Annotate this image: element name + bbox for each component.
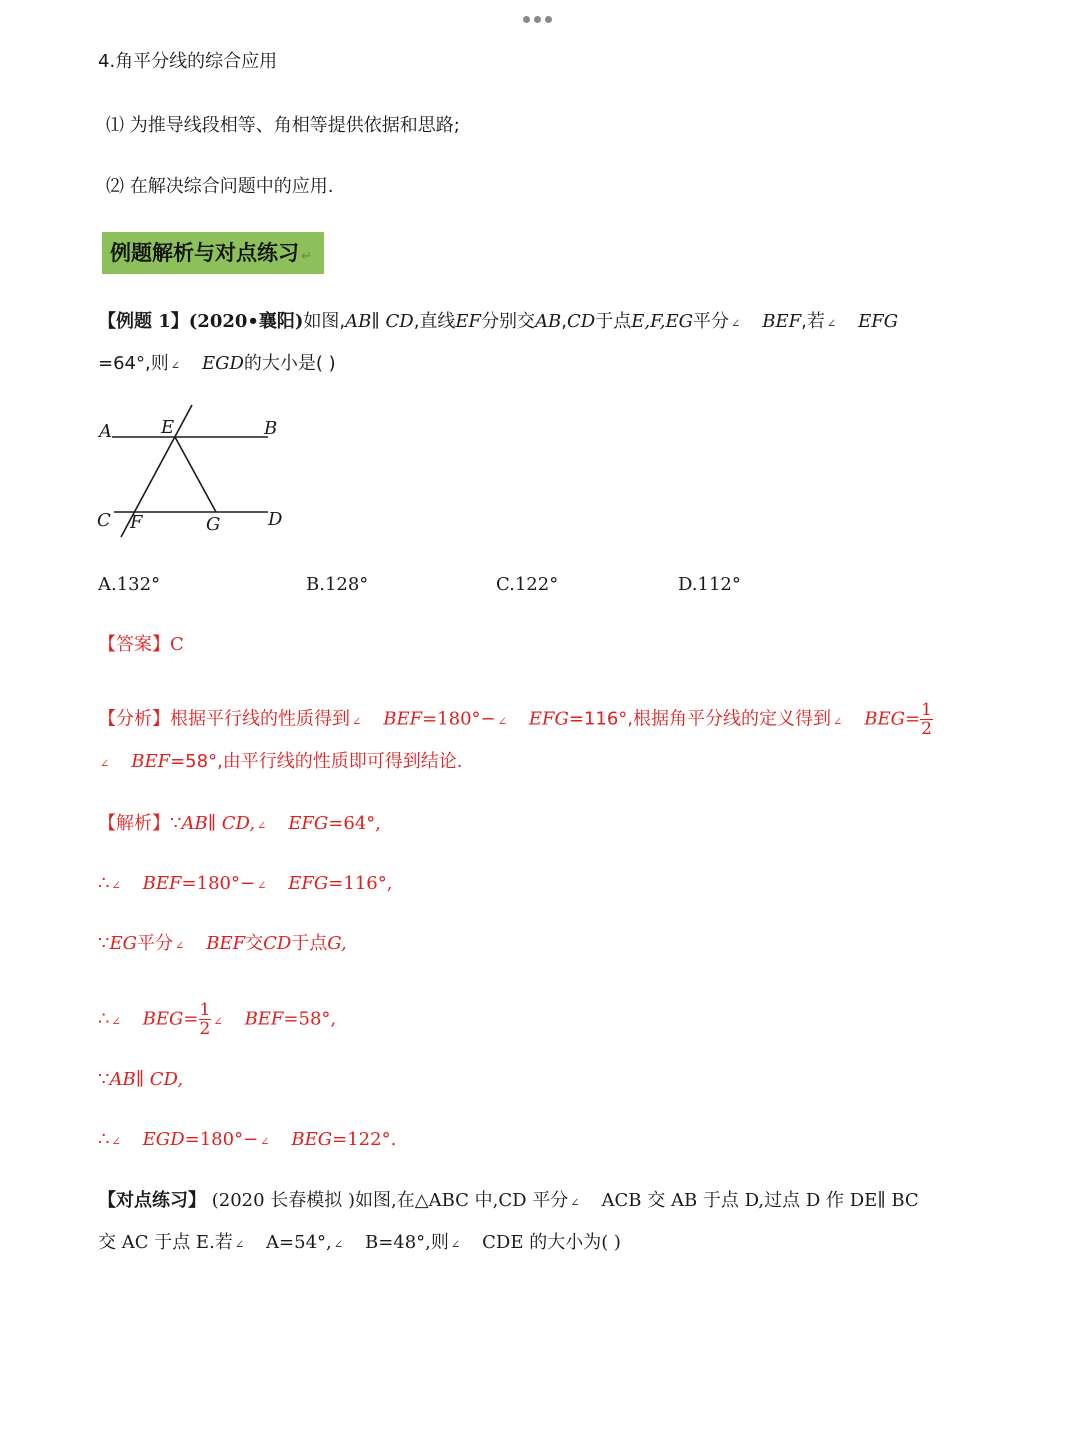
point-label-d: D bbox=[268, 509, 283, 530]
angle-symbol: ∠ bbox=[731, 317, 741, 330]
answer-value: C bbox=[170, 634, 184, 655]
option-b: B.128° bbox=[306, 574, 369, 595]
analysis-line-1: 【分析】根据平行线的性质得到 ∠ BEF=180°− ∠ EFG=116°,根据角平分线的定义得到 ∠ BEG= $\frac{1}{2}$ bbox=[98, 700, 932, 739]
solution-step-4: ∴ ∠ BEG= $\frac{1}{2}$ ∠ BEF=58°, bbox=[98, 1000, 337, 1039]
fraction-one-half: $\frac{1}{2}$ bbox=[921, 700, 932, 739]
parallel-lines-figure bbox=[92, 400, 292, 545]
example-1-tag: 【例题 1】(2020•襄阳) bbox=[98, 311, 304, 332]
solution-step-1: 【解析】∵AB∥ CD, ∠ EFG=64°, bbox=[98, 813, 381, 834]
analysis-line-2: ∠ BEF=58°,由平行线的性质即可得到结论. bbox=[100, 751, 463, 772]
point-label-g: G bbox=[206, 514, 221, 535]
angle-symbol: ∠ bbox=[170, 359, 180, 372]
point-label-e: E bbox=[161, 417, 175, 438]
practice-line-1: 【对点练习】 (2020 长春模拟 )如图,在△ABC 中,CD 平分 ∠ ACB 交 AB 于点 D,过点 D 作 DE∥ BC bbox=[98, 1190, 919, 1211]
solution-step-5: ∵AB∥ CD, bbox=[98, 1069, 184, 1090]
practice-tag: 【对点练习】 bbox=[98, 1190, 206, 1211]
option-d: D.112° bbox=[678, 574, 741, 595]
section-item-1: ⑴ 为推导线段相等、角相等提供依据和思路; bbox=[106, 115, 460, 136]
point-label-a: A bbox=[99, 421, 112, 442]
point-label-c: C bbox=[97, 510, 111, 531]
point-label-f: F bbox=[130, 512, 143, 533]
solution-step-2: ∴ ∠ BEF=180°− ∠ EFG=116°, bbox=[98, 873, 393, 894]
angle-symbol: ∠ bbox=[826, 317, 837, 330]
solution-step-3: ∵EG平分 ∠ BEF交CD于点G, bbox=[98, 933, 347, 954]
section-banner bbox=[102, 232, 324, 274]
example-1-line-2: =64°,则 ∠ EGD的大小是( ) bbox=[98, 353, 336, 374]
practice-line-2: 交 AC 于点 E.若 ∠ A=54°, ∠ B=48°,则 ∠ CDE 的大小为( ) bbox=[98, 1232, 621, 1253]
example-1-line-1: 【例题 1】(2020•襄阳)如图,AB∥ CD,直线EF分别交AB,CD于点E,F,EG平分 ∠ BEF,若 ∠ EFG bbox=[98, 311, 899, 332]
option-c: C.122° bbox=[496, 574, 559, 595]
point-label-b: B bbox=[264, 418, 278, 439]
parallel-symbol: ∥ bbox=[371, 311, 380, 332]
line-eg bbox=[175, 437, 216, 512]
answer-tag: 【答案】 bbox=[98, 634, 170, 655]
solution-step-6: ∴ ∠ EGD=180°− ∠ BEG=122°. bbox=[98, 1129, 397, 1150]
section-heading: 4.角平分线的综合应用 bbox=[98, 51, 278, 72]
section-item-2: ⑵ 在解决综合问题中的应用. bbox=[106, 176, 334, 197]
banner-label: 例题解析与对点练习 bbox=[110, 241, 299, 265]
solution-tag: 【解析】 bbox=[98, 813, 170, 834]
return-mark-icon: ↵ bbox=[301, 249, 312, 264]
analysis-tag: 【分析】 bbox=[98, 708, 170, 730]
fraction-one-half: $\frac{1}{2}$ bbox=[199, 1000, 211, 1039]
more-options-icon[interactable] bbox=[523, 8, 557, 18]
option-a: A.132° bbox=[98, 574, 161, 595]
answer-line bbox=[98, 632, 184, 658]
